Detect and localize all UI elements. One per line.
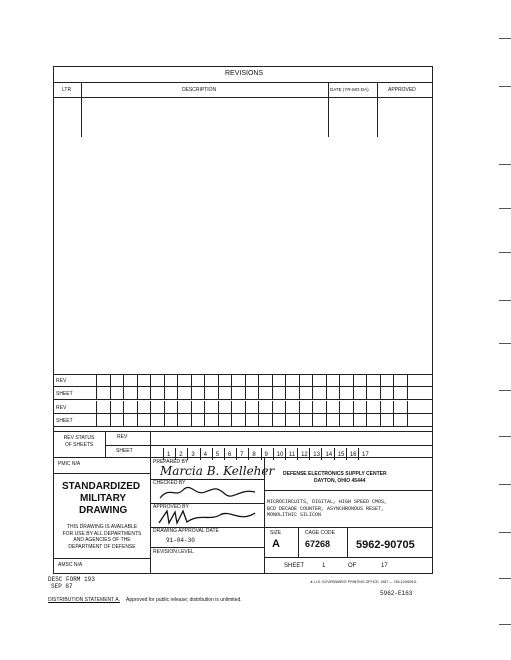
distribution-statement-text: Approved for public release; distribution is unlimited. [126, 597, 242, 603]
availability-note: THIS DRAWING IS AVAILABLE FOR USE BY ALL DEPARTMENTS AND AGENCIES OF THE DEPARTMENT OF DEFENSE [62, 524, 142, 550]
grid-row-rev-2: REV [53, 401, 433, 414]
form-date: SEP 87 [51, 583, 73, 590]
gpo-notice: ★ U.S. GOVERNMENT PRINTING OFFICE: 1987 — 748-129/60911 [310, 580, 417, 584]
document-number: 5962-90705 [356, 539, 415, 551]
pmic: PMIC N/A [58, 461, 81, 467]
approved-by-label: APPROVED BY [153, 504, 189, 510]
grid-row-sheet-1: SHEET [53, 387, 433, 400]
sheet-label: SHEET [284, 563, 305, 569]
approval-date: 91-04-30 [166, 537, 195, 544]
military: MILITARY [80, 493, 127, 504]
size-value: A [272, 538, 280, 550]
approval-date-label: DRAWING APPROVAL DATE [153, 528, 219, 534]
form-number: DESC FORM 193 [48, 576, 95, 583]
col-ltr: LTR [62, 87, 72, 93]
standardized: STANDARDIZED [62, 481, 141, 492]
rev-status-label: REV STATUS OF SHEETS [63, 435, 95, 448]
drawing-word: DRAWING [79, 505, 128, 516]
sheet-numbers: 1 2 3 4 5 6 7 8 9 10 11 12 13 14 15 16 17 [163, 448, 370, 460]
grid-row-rev-1: REV [53, 374, 433, 387]
revisions-title: REVISIONS [225, 70, 264, 77]
col-description: DESCRIPTION [182, 87, 217, 93]
cage-label: CAGE CODE [305, 530, 336, 536]
sheet-value: 1 [322, 563, 326, 569]
amsc: AMSC N/A [58, 562, 83, 568]
col-approved: APPROVED [388, 87, 416, 93]
revision-level-label: REVISION LEVEL [153, 549, 194, 555]
center-name: DEFENSE ELECTRONICS SUPPLY CENTER [283, 471, 387, 477]
drawing-description: MICROCIRCUITS, DIGITAL, HIGH SPEED CMOS, BCD DECADE COUNTER, ASYNCHRONOUS RESET, MONOLITHIC SILICON [267, 499, 388, 518]
col-date: DATE (YR-MO-DA) [330, 87, 369, 92]
checked-by-label: CHECKED BY [153, 480, 186, 486]
prepared-by-signature: Marcia B. Kelleher [160, 464, 275, 478]
rev-status-sheet-label: SHEET [116, 448, 133, 454]
center-city: DAYTON, OHIO 45444 [314, 478, 366, 484]
size-label: SIZE [270, 530, 282, 536]
prepared-by-label: PREPARED BY [153, 459, 189, 465]
rev-status-rev-label: REV [117, 434, 128, 440]
of-value: 17 [381, 563, 388, 569]
grid-row-sheet-2: SHEET [53, 414, 433, 427]
of-label: OF [348, 563, 357, 569]
checked-by-signature [155, 484, 260, 502]
doc-code: 5962-E163 [380, 590, 413, 597]
cage-value: 67268 [305, 539, 331, 549]
distribution-statement-label: DISTRIBUTION STATEMENT A. [48, 597, 120, 603]
